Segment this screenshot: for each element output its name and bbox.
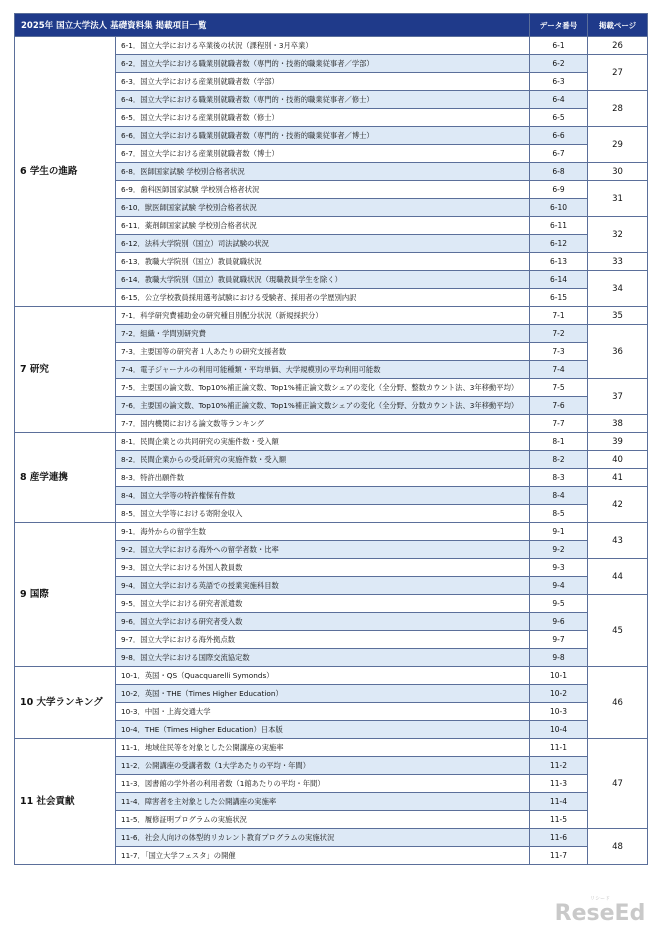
item-title: 6-13．教職大学院別（国立）教員就職状況 [116, 253, 530, 271]
data-number: 6-1 [530, 37, 588, 55]
item-title: 6-3．国立大学における産業別就職者数（学部） [116, 73, 530, 91]
data-number: 6-2 [530, 55, 588, 73]
page-number: 38 [588, 415, 648, 433]
data-number: 11-2 [530, 757, 588, 775]
item-title: 6-6．国立大学における職業別就職者数（専門的・技術的職業従事者／博士） [116, 127, 530, 145]
data-number: 6-14 [530, 271, 588, 289]
item-title: 6-1．国立大学における卒業後の状況（課程別・3月卒業） [116, 37, 530, 55]
item-title: 10-2．英国・THE（Times Higher Education） [116, 685, 530, 703]
page-number: 43 [588, 523, 648, 559]
data-number: 6-13 [530, 253, 588, 271]
item-title: 8-4．国立大学等の特許権保有件数 [116, 487, 530, 505]
item-title: 7-4．電子ジャーナルの利用可能種類・平均単価、大学規模別の平均利用可能数 [116, 361, 530, 379]
item-title: 11-7．「国立大学フェスタ」の開催 [116, 847, 530, 865]
data-number: 6-3 [530, 73, 588, 91]
data-number: 8-1 [530, 433, 588, 451]
table-row [15, 523, 648, 541]
page-number: 30 [588, 163, 648, 181]
data-number: 9-1 [530, 523, 588, 541]
item-title: 7-2．組織・学問別研究費 [116, 325, 530, 343]
data-number: 11-1 [530, 739, 588, 757]
item-title: 10-4．THE（Times Higher Education）日本版 [116, 721, 530, 739]
item-title: 8-1．民間企業との共同研究の実施件数・受入額 [116, 433, 530, 451]
item-title: 10-3．中国・上海交通大学 [116, 703, 530, 721]
page-number: 40 [588, 451, 648, 469]
data-number: 9-4 [530, 577, 588, 595]
data-number: 7-3 [530, 343, 588, 361]
item-title: 11-5．履修証明プログラムの実施状況 [116, 811, 530, 829]
page-number: 33 [588, 253, 648, 271]
data-number: 8-3 [530, 469, 588, 487]
item-title: 7-6．主要国の論文数、Top10%補正論文数、Top1%補正論文数シェアの変化（全分野、分数カウント法、3年移動平均） [116, 397, 530, 415]
item-title: 8-2．民間企業からの受託研究の実施件数・受入額 [116, 451, 530, 469]
data-number: 6-9 [530, 181, 588, 199]
table-header-row [15, 14, 648, 37]
table-row [15, 307, 648, 325]
data-number: 10-3 [530, 703, 588, 721]
item-title: 7-5．主要国の論文数、Top10%補正論文数、Top1%補正論文数シェアの変化（全分野、整数カウント法、3年移動平均） [116, 379, 530, 397]
data-number: 9-2 [530, 541, 588, 559]
data-number: 6-8 [530, 163, 588, 181]
item-title: 9-3．国立大学における外国人教員数 [116, 559, 530, 577]
page-number: 27 [588, 55, 648, 91]
page-number: 45 [588, 595, 648, 667]
data-number: 6-15 [530, 289, 588, 307]
page-number: 26 [588, 37, 648, 55]
page-number: 47 [588, 739, 648, 829]
section-label: 7 研究 [15, 307, 116, 433]
page-column-header: 掲載ページ [588, 14, 648, 37]
item-title: 7-3．主要国等の研究者１人あたりの研究支援者数 [116, 343, 530, 361]
data-number: 8-5 [530, 505, 588, 523]
section-label: 9 国際 [15, 523, 116, 667]
page-number: 37 [588, 379, 648, 415]
data-number: 6-11 [530, 217, 588, 235]
data-number: 7-6 [530, 397, 588, 415]
item-title: 6-15．公立学校教員採用選考試験における受験者、採用者の学歴別内訳 [116, 289, 530, 307]
data-number: 6-6 [530, 127, 588, 145]
page-number: 44 [588, 559, 648, 595]
item-title: 7-7．国内機関における論文数等ランキング [116, 415, 530, 433]
table-row [15, 667, 648, 685]
item-title: 6-10．獣医師国家試験 学校別合格者状況 [116, 199, 530, 217]
data-number: 11-3 [530, 775, 588, 793]
data-number: 11-7 [530, 847, 588, 865]
data-number: 6-7 [530, 145, 588, 163]
item-title: 9-5．国立大学における研究者派遣数 [116, 595, 530, 613]
item-title: 11-2．公開講座の受講者数（1大学あたりの平均・年間） [116, 757, 530, 775]
table-body [15, 37, 648, 865]
page-number: 39 [588, 433, 648, 451]
data-number: 6-10 [530, 199, 588, 217]
item-title: 10-1．英国・QS（Quacquarelli Symonds） [116, 667, 530, 685]
item-title: 6-7．国立大学における産業別就職者数（博士） [116, 145, 530, 163]
item-title: 8-5．国立大学等における寄附金収入 [116, 505, 530, 523]
item-title: 6-5．国立大学における産業別就職者数（修士） [116, 109, 530, 127]
code-column-header: データ番号 [530, 14, 588, 37]
page-number: 36 [588, 325, 648, 379]
page-number: 48 [588, 829, 648, 865]
item-title: 9-1．海外からの留学生数 [116, 523, 530, 541]
data-number: 9-8 [530, 649, 588, 667]
section-label: 8 産学連携 [15, 433, 116, 523]
data-number: 9-7 [530, 631, 588, 649]
data-number: 10-1 [530, 667, 588, 685]
page-number: 32 [588, 217, 648, 253]
data-number: 11-6 [530, 829, 588, 847]
resed-logo [550, 893, 650, 923]
logo-text: ReseEd [554, 901, 646, 923]
page-number: 34 [588, 271, 648, 307]
page-number: 35 [588, 307, 648, 325]
item-title: 6-11．薬剤師国家試験 学校別合格者状況 [116, 217, 530, 235]
data-number: 10-4 [530, 721, 588, 739]
logo-sub-text: リシード [589, 896, 611, 902]
page-number: 46 [588, 667, 648, 739]
page-number: 31 [588, 181, 648, 217]
page-number: 29 [588, 127, 648, 163]
page-number: 28 [588, 91, 648, 127]
index-table [14, 13, 648, 865]
data-number: 7-4 [530, 361, 588, 379]
data-number: 9-6 [530, 613, 588, 631]
data-number: 6-4 [530, 91, 588, 109]
data-number: 6-12 [530, 235, 588, 253]
section-label: 10 大学ランキング [15, 667, 116, 739]
item-title: 7-1．科学研究費補助金の研究種目別配分状況（新規採択分） [116, 307, 530, 325]
section-label: 6 学生の進路 [15, 37, 116, 307]
item-title: 6-9．歯科医師国家試験 学校別合格者状況 [116, 181, 530, 199]
item-title: 11-4．障害者を主対象とした公開講座の実施率 [116, 793, 530, 811]
data-number: 7-2 [530, 325, 588, 343]
item-title: 6-2．国立大学における職業別就職者数（専門的・技術的職業従事者／学部） [116, 55, 530, 73]
data-number: 10-2 [530, 685, 588, 703]
table-row [15, 433, 648, 451]
table-row [15, 739, 648, 757]
item-title: 8-3．特許出願件数 [116, 469, 530, 487]
item-title: 6-12．法科大学院別（国立）司法試験の状況 [116, 235, 530, 253]
item-title: 11-6．社会人向けの体型的リカレント教育プログラムの実施状況 [116, 829, 530, 847]
item-title: 9-4．国立大学における英語での授業実施科目数 [116, 577, 530, 595]
page-number: 41 [588, 469, 648, 487]
data-number: 8-2 [530, 451, 588, 469]
item-title: 6-14．教職大学院別（国立）教員就職状況（現職教員学生を除く） [116, 271, 530, 289]
section-label: 11 社会貢献 [15, 739, 116, 865]
data-number: 9-5 [530, 595, 588, 613]
page-number: 42 [588, 487, 648, 523]
item-title: 6-8．医師国家試験 学校別合格者状況 [116, 163, 530, 181]
data-number: 6-5 [530, 109, 588, 127]
data-number: 7-7 [530, 415, 588, 433]
item-title: 9-8．国立大学における国際交流協定数 [116, 649, 530, 667]
data-number: 9-3 [530, 559, 588, 577]
data-number: 8-4 [530, 487, 588, 505]
item-title: 11-3．図書館の学外者の利用者数（1館あたりの平均・年間） [116, 775, 530, 793]
data-number: 7-1 [530, 307, 588, 325]
index-document [14, 13, 647, 865]
table-row [15, 37, 648, 55]
item-title: 6-4．国立大学における職業別就職者数（専門的・技術的職業従事者／修士） [116, 91, 530, 109]
item-title: 9-2．国立大学における海外への留学者数・比率 [116, 541, 530, 559]
table-title: 2025年 国立大学法人 基礎資料集 掲載項目一覧 [15, 14, 530, 37]
data-number: 11-5 [530, 811, 588, 829]
item-title: 9-6．国立大学における研究者受入数 [116, 613, 530, 631]
data-number: 7-5 [530, 379, 588, 397]
data-number: 11-4 [530, 793, 588, 811]
item-title: 9-7．国立大学における海外拠点数 [116, 631, 530, 649]
item-title: 11-1．地域住民等を対象とした公開講座の実施率 [116, 739, 530, 757]
